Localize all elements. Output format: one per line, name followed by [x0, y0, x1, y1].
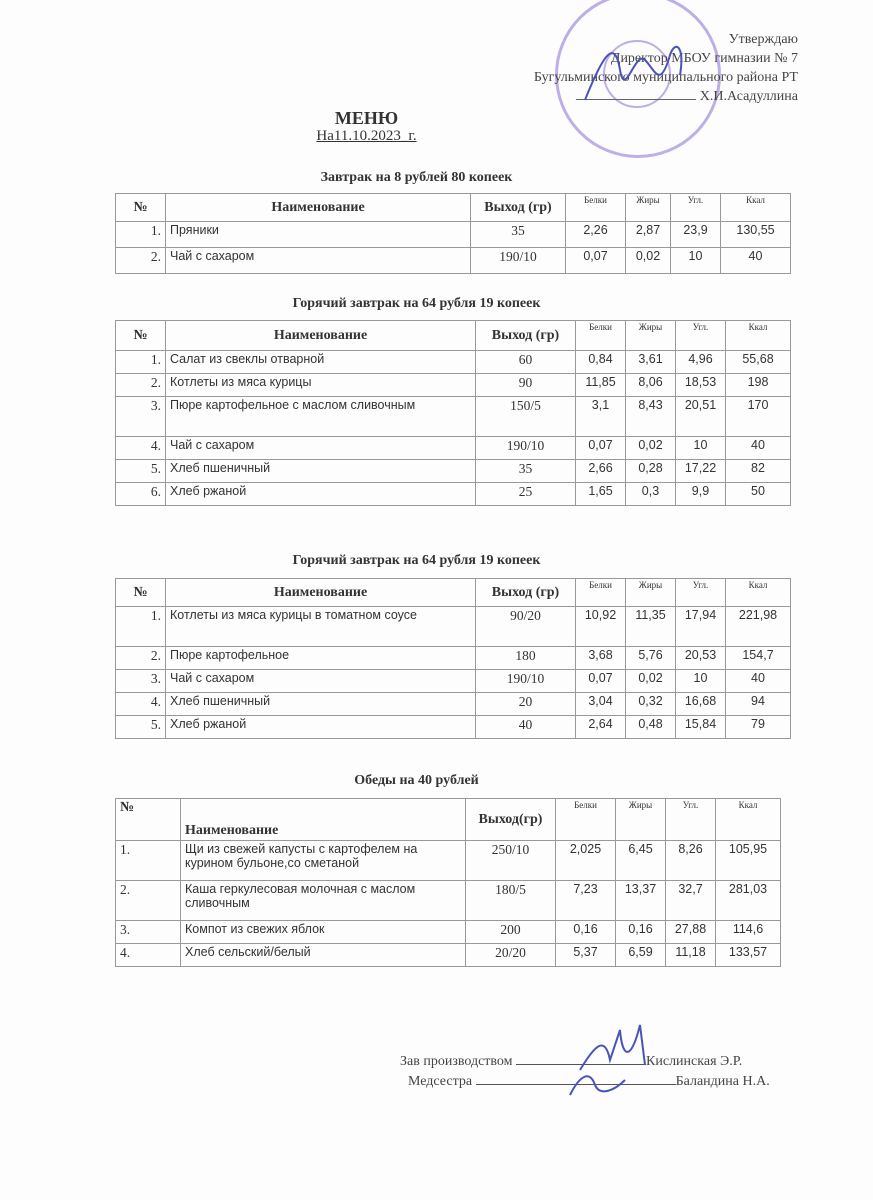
dish-yield: 60 — [476, 351, 576, 374]
table-header — [116, 799, 781, 841]
table-row — [116, 716, 791, 739]
row-number: 2. — [116, 248, 166, 274]
protein: 11,85 — [576, 374, 626, 397]
table-row — [116, 460, 791, 483]
fat: 0,02 — [626, 248, 671, 274]
kcal: 82 — [726, 460, 791, 483]
column-header-name: Наименование — [181, 799, 466, 841]
protein: 0,16 — [556, 921, 616, 944]
approval-district: Бугульминского муниципального района РТ — [533, 70, 798, 85]
menu-title: МЕНЮ — [334, 108, 399, 128]
kcal: 55,68 — [726, 351, 791, 374]
kcal: 133,57 — [716, 944, 781, 967]
carbs: 27,88 — [666, 921, 716, 944]
row-number: 2. — [116, 881, 181, 921]
dish-name: Чай с сахаром — [166, 248, 471, 274]
protein: 3,04 — [576, 693, 626, 716]
column-header-yield: Выход (гр) — [471, 194, 566, 222]
dish-yield: 20 — [476, 693, 576, 716]
fat: 8,06 — [626, 374, 676, 397]
dish-name: Компот из свежих яблок — [181, 921, 466, 944]
column-header-protein: Белки — [576, 579, 626, 607]
protein: 5,37 — [556, 944, 616, 967]
carbs: 10 — [671, 248, 721, 274]
dish-name: Каша геркулесовая молочная с маслом сливочным — [181, 881, 466, 921]
table-row — [116, 647, 791, 670]
protein: 2,26 — [566, 222, 626, 248]
dish-name: Хлеб пшеничный — [166, 693, 476, 716]
menu-table — [115, 798, 781, 967]
dish-name: Пюре картофельное — [166, 647, 476, 670]
carbs: 9,9 — [676, 483, 726, 506]
column-header-carb: Угл. — [671, 194, 721, 222]
dish-yield: 35 — [471, 222, 566, 248]
carbs: 18,53 — [676, 374, 726, 397]
row-number: 3. — [116, 670, 166, 693]
column-header-name: Наименование — [166, 194, 471, 222]
table-row — [116, 374, 791, 397]
approval-label: Утверждаю — [728, 32, 798, 47]
table-row — [116, 351, 791, 374]
column-header-carb: Угл. — [676, 321, 726, 351]
kcal: 170 — [726, 397, 791, 437]
protein: 1,65 — [576, 483, 626, 506]
column-header-fat: Жиры — [626, 194, 671, 222]
dish-yield: 180 — [476, 647, 576, 670]
fat: 8,43 — [626, 397, 676, 437]
row-number: 4. — [116, 437, 166, 460]
dish-name: Хлеб пшеничный — [166, 460, 476, 483]
column-header-name: Наименование — [166, 321, 476, 351]
fat: 11,35 — [626, 607, 676, 647]
section-title: Обеды на 40 рублей — [354, 773, 479, 788]
dish-name: Хлеб ржаной — [166, 716, 476, 739]
kcal: 114,6 — [716, 921, 781, 944]
dish-name: Котлеты из мяса курицы — [166, 374, 476, 397]
signature-name: Кислинская Э.Р. — [646, 1054, 743, 1069]
kcal: 281,03 — [716, 881, 781, 921]
column-header-fat: Жиры — [616, 799, 666, 841]
row-number: 3. — [116, 397, 166, 437]
row-number: 1. — [116, 607, 166, 647]
approval-block — [534, 30, 798, 106]
dish-yield: 190/10 — [476, 670, 576, 693]
column-header-num: № — [116, 321, 166, 351]
table-row — [116, 841, 781, 881]
table-header — [116, 579, 791, 607]
carbs: 20,51 — [676, 397, 726, 437]
column-header-num: № — [116, 579, 166, 607]
table-row — [116, 222, 791, 248]
row-number: 4. — [116, 944, 181, 967]
dish-yield: 190/10 — [471, 248, 566, 274]
row-number: 4. — [116, 693, 166, 716]
fat: 0,02 — [626, 437, 676, 460]
fat: 0,16 — [616, 921, 666, 944]
section-title: Горячий завтрак на 64 рубля 19 копеек — [292, 553, 541, 568]
row-number: 5. — [116, 716, 166, 739]
protein: 7,23 — [556, 881, 616, 921]
carbs: 8,26 — [666, 841, 716, 881]
row-number: 5. — [116, 460, 166, 483]
signatures — [400, 1052, 770, 1092]
fat: 0,48 — [626, 716, 676, 739]
row-number: 6. — [116, 483, 166, 506]
table-row — [116, 248, 791, 274]
kcal: 105,95 — [716, 841, 781, 881]
table-row — [116, 437, 791, 460]
row-number: 1. — [116, 841, 181, 881]
fat: 0,28 — [626, 460, 676, 483]
table-row — [116, 881, 781, 921]
protein: 2,66 — [576, 460, 626, 483]
section-title: Завтрак на 8 рублей 80 копеек — [320, 170, 513, 185]
dish-name: Котлеты из мяса курицы в томатном соусе — [166, 607, 476, 647]
kcal: 94 — [726, 693, 791, 716]
kcal: 198 — [726, 374, 791, 397]
protein: 2,64 — [576, 716, 626, 739]
dish-yield: 90/20 — [476, 607, 576, 647]
carbs: 23,9 — [671, 222, 721, 248]
row-number: 3. — [116, 921, 181, 944]
fat: 0,02 — [626, 670, 676, 693]
carbs: 20,53 — [676, 647, 726, 670]
dish-name: Щи из свежей капусты с картофелем на курином бульоне,со сметаной — [181, 841, 466, 881]
signature-role: Зав производством — [400, 1054, 513, 1069]
menu-table — [115, 193, 791, 274]
dish-name: Салат из свеклы отварной — [166, 351, 476, 374]
table-row — [116, 483, 791, 506]
protein: 0,84 — [576, 351, 626, 374]
dish-name: Чай с сахаром — [166, 670, 476, 693]
protein: 3,1 — [576, 397, 626, 437]
kcal: 40 — [721, 248, 791, 274]
row-number: 1. — [116, 351, 166, 374]
signature-role: Медсестра — [408, 1074, 473, 1089]
kcal: 40 — [726, 670, 791, 693]
table-row — [116, 693, 791, 716]
column-header-kcal: Ккал — [726, 321, 791, 351]
carbs: 15,84 — [676, 716, 726, 739]
kcal: 130,55 — [721, 222, 791, 248]
table-row — [116, 670, 791, 693]
column-header-name: Наименование — [166, 579, 476, 607]
dish-name: Пряники — [166, 222, 471, 248]
dish-yield: 190/10 — [476, 437, 576, 460]
carbs: 16,68 — [676, 693, 726, 716]
fat: 13,37 — [616, 881, 666, 921]
carbs: 4,96 — [676, 351, 726, 374]
column-header-kcal: Ккал — [721, 194, 791, 222]
fat: 5,76 — [626, 647, 676, 670]
row-number: 1. — [116, 222, 166, 248]
row-number: 2. — [116, 374, 166, 397]
fat: 3,61 — [626, 351, 676, 374]
section-title: Горячий завтрак на 64 рубля 19 копеек — [292, 296, 541, 311]
row-number: 2. — [116, 647, 166, 670]
kcal: 154,7 — [726, 647, 791, 670]
dish-yield: 180/5 — [466, 881, 556, 921]
column-header-num: № — [116, 799, 181, 841]
fat: 2,87 — [626, 222, 671, 248]
column-header-num: № — [116, 194, 166, 222]
dish-name: Хлеб сельский/белый — [181, 944, 466, 967]
dish-yield: 40 — [476, 716, 576, 739]
dish-yield: 250/10 — [466, 841, 556, 881]
column-header-kcal: Ккал — [716, 799, 781, 841]
protein: 0,07 — [576, 670, 626, 693]
fat: 0,32 — [626, 693, 676, 716]
column-header-yield2: Выход(гр) — [466, 799, 556, 841]
dish-name: Хлеб ржаной — [166, 483, 476, 506]
column-header-protein: Белки — [556, 799, 616, 841]
table-header — [116, 194, 791, 222]
protein: 0,07 — [576, 437, 626, 460]
fat: 0,3 — [626, 483, 676, 506]
dish-name: Пюре картофельное с маслом сливочным — [166, 397, 476, 437]
carbs: 10 — [676, 437, 726, 460]
dish-yield: 35 — [476, 460, 576, 483]
table-header — [116, 321, 791, 351]
carbs: 11,18 — [666, 944, 716, 967]
carbs: 10 — [676, 670, 726, 693]
protein: 10,92 — [576, 607, 626, 647]
table-row — [116, 944, 781, 967]
table-row — [116, 607, 791, 647]
carbs: 32,7 — [666, 881, 716, 921]
kcal: 40 — [726, 437, 791, 460]
column-header-yield: Выход (гр) — [476, 321, 576, 351]
column-header-fat: Жиры — [626, 579, 676, 607]
dish-yield: 20/20 — [466, 944, 556, 967]
column-header-protein: Белки — [566, 194, 626, 222]
dish-yield: 200 — [466, 921, 556, 944]
dish-name: Чай с сахаром — [166, 437, 476, 460]
menu-table — [115, 320, 791, 506]
column-header-protein: Белки — [576, 321, 626, 351]
dish-yield: 150/5 — [476, 397, 576, 437]
table-row — [116, 397, 791, 437]
approval-position: Директор МБОУ гимназии № 7 — [610, 51, 798, 66]
column-header-yield: Выход (гр) — [476, 579, 576, 607]
dish-yield: 25 — [476, 483, 576, 506]
carbs: 17,94 — [676, 607, 726, 647]
column-header-fat: Жиры — [626, 321, 676, 351]
column-header-carb: Угл. — [676, 579, 726, 607]
fat: 6,59 — [616, 944, 666, 967]
signature-name: Баландина Н.А. — [675, 1074, 770, 1089]
column-header-carb: Угл. — [666, 799, 716, 841]
fat: 6,45 — [616, 841, 666, 881]
kcal: 50 — [726, 483, 791, 506]
column-header-kcal: Ккал — [726, 579, 791, 607]
protein: 0,07 — [566, 248, 626, 274]
table-row — [116, 921, 781, 944]
kcal: 79 — [726, 716, 791, 739]
protein: 3,68 — [576, 647, 626, 670]
protein: 2,025 — [556, 841, 616, 881]
menu-date: На11.10.2023_г. — [316, 128, 417, 144]
dish-yield: 90 — [476, 374, 576, 397]
carbs: 17,22 — [676, 460, 726, 483]
kcal: 221,98 — [726, 607, 791, 647]
approval-name: Х.И.Асадуллина — [699, 89, 798, 104]
menu-table — [115, 578, 791, 739]
